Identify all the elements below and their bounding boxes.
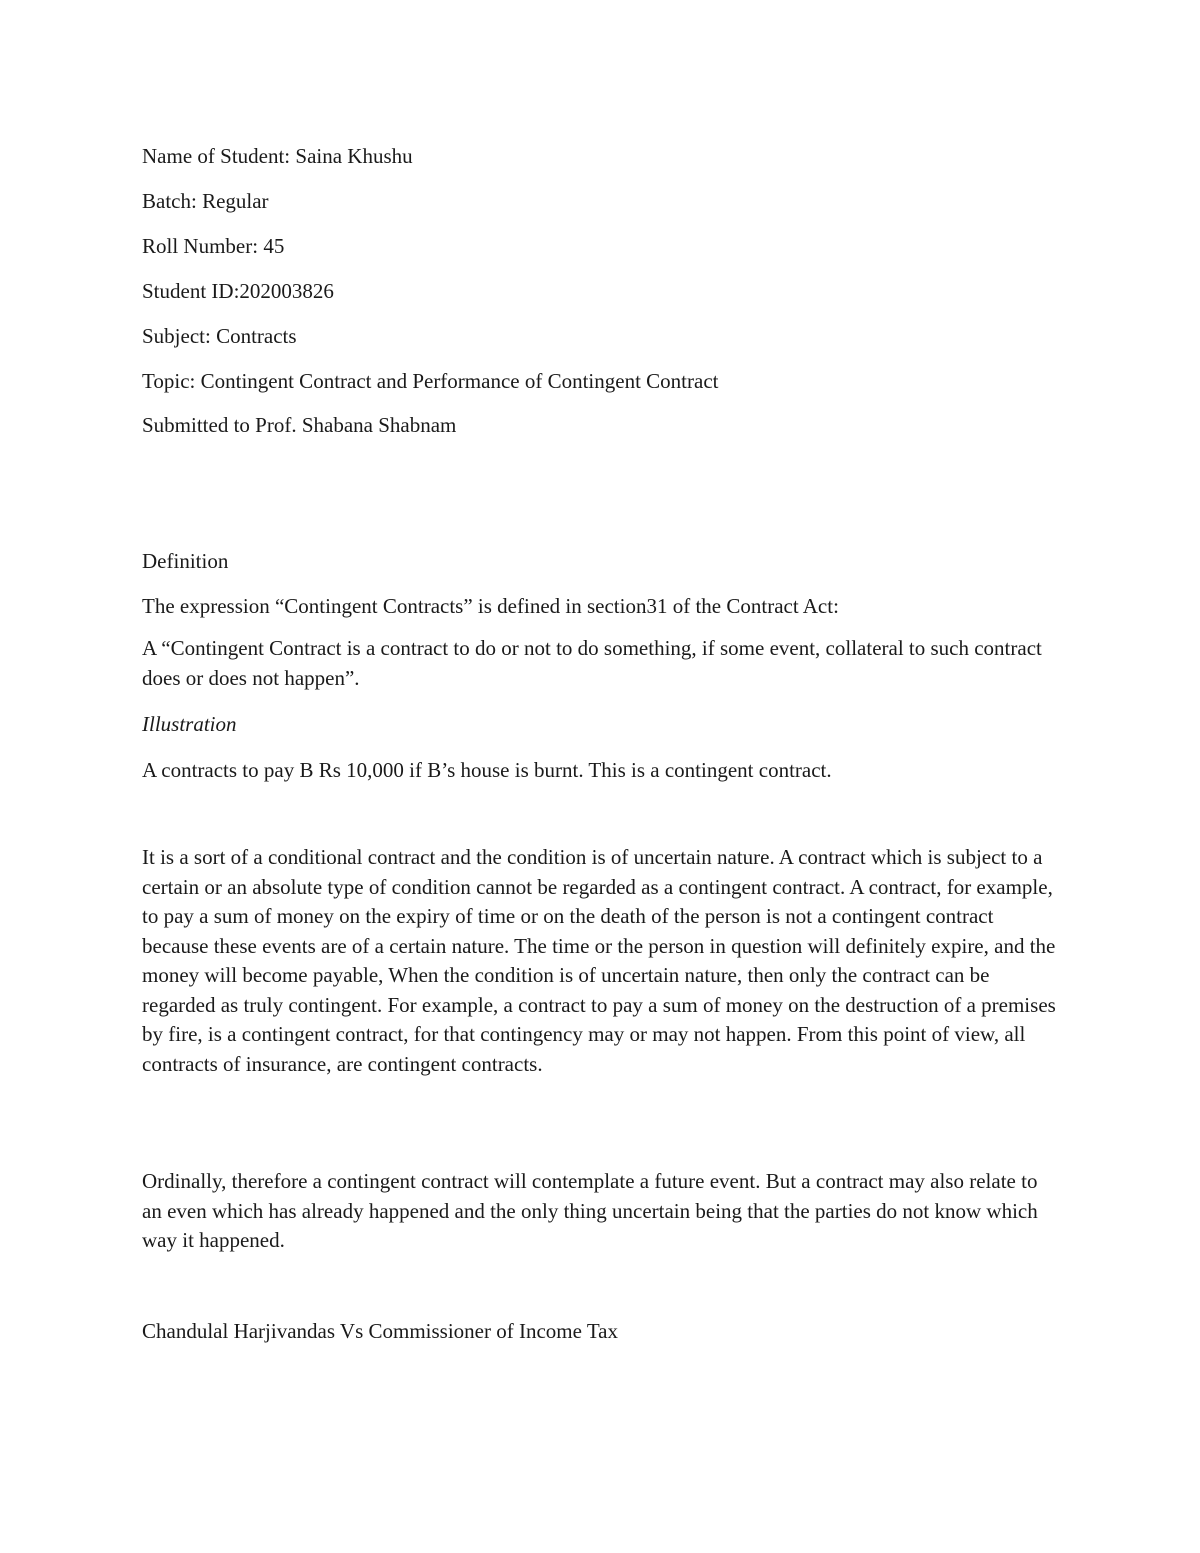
expression-line: The expression “Contingent Contracts” is defined in section31 of the Contract Act: [142,594,839,618]
definition-heading: Definition [142,549,229,573]
topic-line: Topic: Contingent Contract and Performance of Contingent Contract [142,369,719,393]
student-id-line: Student ID:202003826 [142,279,334,303]
illustration-heading: Illustration [142,712,237,736]
submitted-to-line: Submitted to Prof. Shabana Shabnam [142,413,457,437]
batch-line: Batch: Regular [142,189,269,213]
definition-quote: A “Contingent Contract is a contract to do or not to do something, if some event, collateral to such contract does or does not happen”. [142,636,1042,690]
illustration-text: A contracts to pay B Rs 10,000 if B’s house is burnt. This is a contingent contract. [142,758,832,782]
case-heading: Chandulal Harjivandas Vs Commissioner of Income Tax [142,1319,619,1343]
ordinally-paragraph: Ordinally, therefore a contingent contract will contemplate a future event. But a contract may also relate to an even which has already happened and the only thing uncertain being that the parties do not know which way it happened. [142,1169,1038,1252]
conditional-contract-paragraph: It is a sort of a conditional contract and the condition is of uncertain nature. A contract which is subject to a certain or an absolute type of condition cannot be regarded as a contingent contract. A contract, for example, to pay a sum of money on the expiry of time or on the death of the person is not a contingent contract because these events are of a certain nature. The time or the person in question will definitely expire, and the money will become payable, When the condition is of uncertain nature, then only the contract can be regarded as truly contingent. For example, a contract to pay a sum of money on the destruction of a premises by fire, is a contingent contract, for that contingency may or may not happen. From this point of view, all contracts of insurance, are contingent contracts. [142,845,1056,1076]
roll-number-line: Roll Number: 45 [142,234,285,258]
student-name-line: Name of Student: Saina Khushu [142,144,413,168]
subject-line: Subject: Contracts [142,324,297,348]
